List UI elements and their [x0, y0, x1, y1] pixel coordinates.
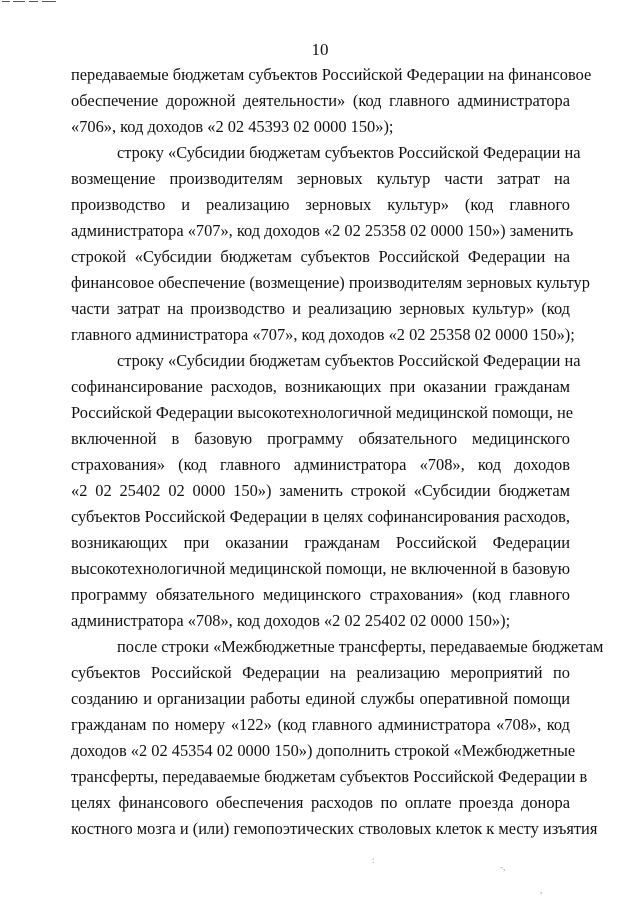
text-line: страхования» (код главного администратора «708», код доходов	[71, 455, 570, 474]
text-line: возникающих при оказании гражданам Российской Федерации	[71, 533, 570, 552]
text-line: главного администратора «707», код доходов «2 02 25358 02 0000 150»);	[71, 325, 575, 344]
text-line: строку «Субсидии бюджетам субъектов Российской Федерации на	[117, 143, 581, 162]
text-line: целях финансового обеспечения расходов по оплате проезда донора	[71, 793, 570, 812]
text-line: высокотехнологичной медицинской помощи, не включенной в базовую	[71, 559, 570, 578]
scan-speck: -,	[500, 862, 506, 872]
text-line: костного мозга и (или) гемопоэтических стволовых клеток к месту изъятия	[71, 819, 598, 838]
text-line: трансферты, передаваемые бюджетам субъектов Российской Федерации в	[71, 767, 588, 786]
text-line: программу обязательного медицинского страхования» (код главного	[71, 585, 570, 604]
text-line: передаваемые бюджетам субъектов Российской Федерации на финансовое	[71, 65, 592, 84]
text-line: возмещение производителям зерновых культур части затрат на	[71, 169, 570, 188]
text-line: «706», код доходов «2 02 45393 02 0000 150»);	[71, 117, 394, 136]
text-line: производство и реализацию зерновых культур» (код главного	[71, 195, 570, 214]
text-line: гражданам по номеру «122» (код главного администратора «708», код	[71, 715, 570, 734]
page-number: 10	[311, 40, 329, 59]
text-line: финансовое обеспечение (возмещение) производителям зерновых культур	[71, 273, 590, 292]
text-line: обеспечение дорожной деятельности» (код главного администратора	[71, 91, 570, 110]
text-line: части затрат на производство и реализацию зерновых культур» (код	[71, 299, 570, 318]
text-line: субъектов Российской Федерации в целях софинансирования расходов,	[71, 507, 570, 526]
text-line: субъектов Российской Федерации на реализацию мероприятий по	[71, 663, 570, 682]
text-line: администратора «707», код доходов «2 02 25358 02 0000 150») заменить	[71, 221, 574, 240]
text-line: администратора «708», код доходов «2 02 25402 02 0000 150»);	[71, 611, 511, 630]
text-line: строку «Субсидии бюджетам субъектов Российской Федерации на	[117, 351, 581, 370]
text-line: Российской Федерации высокотехнологичной медицинской помощи, не	[71, 403, 574, 422]
text-line: «2 02 25402 02 0000 150») заменить строкой «Субсидии бюджетам	[71, 481, 570, 500]
text-line: строкой «Субсидии бюджетам субъектов Российской Федерации на	[71, 247, 570, 266]
text-line: софинансирование расходов, возникающих при оказании гражданам	[71, 377, 570, 396]
scan-edge-mark	[0, 0, 58, 3]
text-line: доходов «2 02 45354 02 0000 150») дополнить строкой «Межбюджетные	[71, 741, 576, 760]
scan-speck: :	[372, 855, 375, 865]
text-line: после строки «Межбюджетные трансферты, передаваемые бюджетам	[117, 637, 604, 656]
text-line: созданию и организации работы единой службы оперативной помощи	[71, 689, 570, 708]
scan-speck: ,	[540, 885, 543, 895]
text-line: включенной в базовую программу обязательного медицинского	[71, 429, 570, 448]
